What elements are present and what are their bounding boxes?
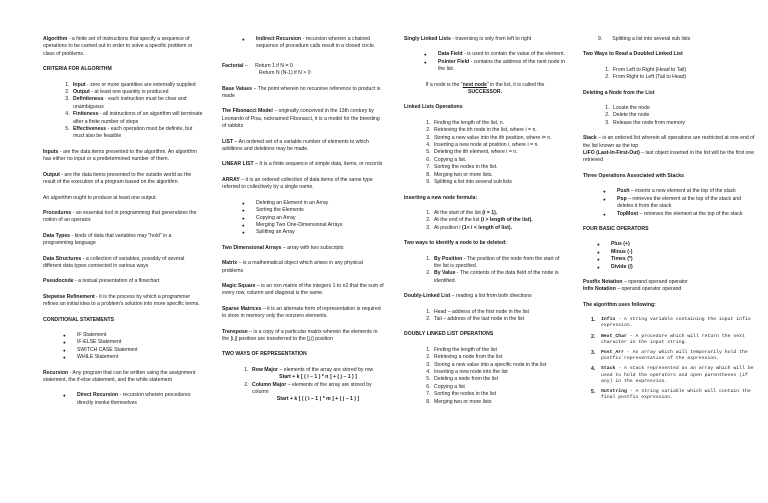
list-definition: LIST – An ordered set of a variable number of elements to which additions and deletions may be made. [222,138,369,153]
representation-heading: TWO WAYS OF REPRESENTATION [222,351,307,358]
llops-list [404,120,566,187]
list-item: 1. Row Major – elements of the array are stored by row Start + k [ ( i – 1 ) * n ] + ( j – 1 ) ] [250,367,384,382]
delnode-list [583,105,755,127]
list-item: 1. At the start of the list (i = 1). [432,210,566,217]
list-item: 1. From Left to Right (Head to Tail) [611,67,755,74]
list-item: ● IF Statement [77,332,203,339]
indirect-recursion-list [222,36,384,51]
stepwise-definition: Stepwise Refinement - it is the process by which a programmer refines an initial idea to a problem's solution into more specific terms. [43,293,200,308]
list-item: ● Indirect Recursion - recursion wherein a chained sequence of procedure calls result in a closed circle. [256,36,384,51]
stackops-list [583,188,755,218]
sll-definition: Singly Linked Lists - traversing is only from left to right [404,36,532,42]
list-item: ● Minus (-) [611,249,755,256]
list-item: 8. Merging two or more lists. [432,172,566,179]
pseudocode-definition: Pseudocode - a textual presentation of a flowchart [43,278,160,285]
list-item: ● Pointer Field - contains the address of the next node in the list. [438,59,566,74]
list-item: 5. Outstring - A string variable which will contain the final postfix expression. [591,388,751,401]
list-item: ● Divide (/) [611,264,755,271]
list-item: ● Push – inserts a new element at the top of the stack [617,188,755,195]
list-item: 2. Retrieving the ith node in the list, where i = n. [432,127,566,134]
list-item: 1. Head – address of the first node in the list [432,309,566,316]
list-item: ● Sorting the Elements [256,207,384,214]
list-item: ● Copying an Array [256,215,384,222]
column-3 [404,36,566,406]
basevalues-definition: Base Values – The point wherein no recursive reference to product is made [222,85,381,100]
list-item: 3. Post_Arr - An array which will temporarily hold the postfix representation of the expression. [591,349,748,362]
list-item: 1. Finding the length of the list [432,347,566,354]
list-item: 5. Deleting the ith element, where i = n. [432,149,566,156]
column-2 [222,36,384,404]
list-item: ● TopMost – retrieves the element at the top of the stack [617,211,755,218]
stack-definition: Stack – is an ordered list wherein all operations are restricted at one end of the list known as the top LIFO (Last-In-First-Out) – last object inserted in the list will be the first one retrieved [583,135,755,164]
representation-list [222,367,384,404]
list-item: ● Data Field - is used to contain the value of the element. [438,51,566,58]
readlist-heading: Two Ways to Read a Doubled Linked List [583,51,683,58]
list-item: ● Merging Two One-Dimensional Arrays [256,222,384,229]
array-definition: ARRAY – it is an ordered collection of data items of the same type referred to collectively by a single name. [222,176,373,191]
magic-square-definition: Magic Square – is an nxn matrix of the integers 1 to n2 that the sum of every row, column and diagonal is the same. [222,282,384,297]
conditional-heading: CONDITIONAL STATEMENTS [43,316,115,323]
output-note: An algorithm ought to produce at least one output. [43,194,158,201]
twodim-definition: Two Dimensional Arrays – array with two subscripts [222,244,344,251]
list-item: 5. Effectiveness - each operation must be definite, but must also be feasible [71,126,203,141]
list-item: 2. Column Major – elements of the array are stored by column Start + k [ ( ( i – 1 ) * m ] + ( j – 1 ) ] [250,382,384,404]
datastructures-definition: Data Structures - a collection of variables, possibly of several different data types connected in various ways [43,255,185,269]
list-item: 2. By Value - The contents of the data field of the node is identified. [432,270,566,285]
successor-note: If a node is the "next node" in the list, it is called the SUCCESSOR. [425,81,545,96]
list-item: 1. Input - zero or more quantities are externally supplied [71,82,203,89]
criteria-heading: CRITERIA FOR ALGORITHM [43,66,112,73]
list-item: 3. Release the node from memory [611,120,755,127]
list-item: 1. By Position - The position of the node from the start of the list is specified. [432,256,566,271]
procedures-definition: Procedures - an essential tool in programming that generalizes the notion of an operator. [43,209,197,224]
matrix-definition: Matrix – is a mathematical object which arises in any physical problems [222,260,363,274]
list-item: 2. Output - at least one quantity is produced [71,89,203,96]
output-definition: Output - are the data items presented to the outside world as the result of the execution of a program based on the algorithm. [43,171,192,186]
list-item: ● IF-ELSE Statement [77,339,203,346]
list-item: ● Pop – retrieves the element at the top of the stack and deletes it from the stack [617,196,755,211]
list-item: ● Splitting an Array [256,229,384,236]
direct-recursion-list [43,392,203,407]
list-item: 2. Delete the node [611,112,755,119]
list-item: 3. Storing a new value into a specific node in the list [432,362,566,369]
insert-list [404,210,566,232]
operators-list [583,241,755,271]
list-item: 4. Inserting a new node at position i, where i = n. [432,142,566,149]
list-item: 5. Deleting a node from the list [432,376,566,383]
notation-definitions: Postfix Notation – operand operand operator Infix Notation – operand operator operand [583,278,688,293]
dllops-heading: DOUBLY LINKED LIST OPERATIONS [404,331,494,338]
list-item: ● Direct Recursion - recursion wherein procedures directly invoke themselves [77,392,203,407]
criteria-list [43,82,203,141]
list-item: 6. Copying a list [432,384,566,391]
list-item: 1. Finding the length of the list, n. [432,120,566,127]
insert-heading: Inserting a new node formula: [404,194,478,201]
delete-list [404,256,566,286]
list-item: 2. At the end of the list (i > length of the list). [432,217,566,224]
list-item: 4. Finiteness - all instructions of an algorithm will terminate after a finite number of steps [71,111,203,126]
linearlist-definition: LINEAR LIST – It is a finite sequence of simple data, items, or records [222,161,383,168]
inputs-definition: Inputs - are the data items presented to the algorithm. An algorithm has either no input or a predetermined number of them. [43,148,197,163]
delnode-heading: Deleting a Node from the List [583,89,655,96]
fibonacci-definition: The Fibonacci Model – originally conceived in the 13th century by Leonardo of Pisa, nicknamed Fibonacci, it is a model for the breeding of rabbits [222,108,380,130]
datatypes-definition: Data Types - kinds of data that variables may "hold" in a programming language [43,232,172,247]
array-operations-list [222,200,384,237]
list-item: 3. Definiteness - each instruction must be clear and unambiguous [71,96,203,111]
factorial-block: Factorial – Return 1 if N = 0 Return N (N-1) if N > 0 [222,62,311,77]
list-item: 7. Sorting the nodes in the list. [432,164,566,171]
list-item: 9. Splitting a list into several sub lists [432,179,566,186]
operators-heading: FOUR BASIC OPERATORS [583,225,649,232]
list-item: 2. Retrieving a node from the list [432,354,566,361]
list-item: 3. Storing a new value into the ith position, where i= n. [432,135,566,142]
list-item: 1. Locate the node [611,105,755,112]
column-1 [43,36,203,415]
llops-heading: Linked Lists Operations [404,104,463,111]
list-item: 1. Infix - A string variable containing the input infix expression. [591,317,751,329]
recursion-definition: Recursion - Any program that can be written using the assignment statement, the if-else statement, and the while statement [43,369,196,383]
algorithm-list [583,317,755,401]
readlist-list [583,67,755,82]
column-4 [583,36,755,405]
list-item: 3. At position i (1< i < length of list). [432,225,566,232]
list-item: 4. Stack - A stack represented as an array which will be used to hold the operators and open parentheses (if any) in the expression. [591,366,754,384]
split-list-item: 9. Splitting a list into several sub lists [598,36,691,42]
list-item: 7. Sorting the nodes in the list [432,391,566,398]
conditional-list [43,332,203,362]
list-item: ● Times (*) [611,256,755,263]
list-item: ● Plus (+) [611,241,755,248]
algorithm-definition: Algorithm - a finite set of instructions that specify a sequence of operations to be carried out in order to solve a specific problem or class of problems. [43,36,193,57]
list-item: 2. From Right to Left (Tail to Head) [611,74,755,81]
dllops-list [404,347,566,406]
dll-list [404,309,566,324]
list-item: ● SWITCH CASE Statement [77,347,203,354]
sparse-definition: Sparse Matrices – it is an alternate form of representation is required to store in memory only the nonzero elements. [222,305,381,320]
list-item: 2. Tail – address of the last node in the list [432,316,566,323]
transpose-definition: Transpose – is a copy of a particular matrix wherein the elements in the [i,j] position are transferred to the [j,i] position [222,328,378,342]
list-item: ● Deleting an Element in an Array [256,200,384,207]
list-item: 2. Next_Char - A procedure which will return the next character in the input string. [591,333,745,345]
list-item: ● WHILE Statement [77,354,203,361]
stackops-heading: Three Operations Associated with Stacks [583,172,684,179]
algorithm-heading: The algorithm uses following: [583,301,656,308]
list-item: 8. Merging two or more lists [432,399,566,406]
list-item: 4. Inserting a new node into the list [432,369,566,376]
dll-definition: Doubly-Linked List – reading a list from both directions [404,293,532,300]
delete-heading: Two ways to identify a node to be deleted: [404,240,507,247]
list-item: 6. Copying a list. [432,157,566,164]
sll-fields-list [404,51,566,73]
